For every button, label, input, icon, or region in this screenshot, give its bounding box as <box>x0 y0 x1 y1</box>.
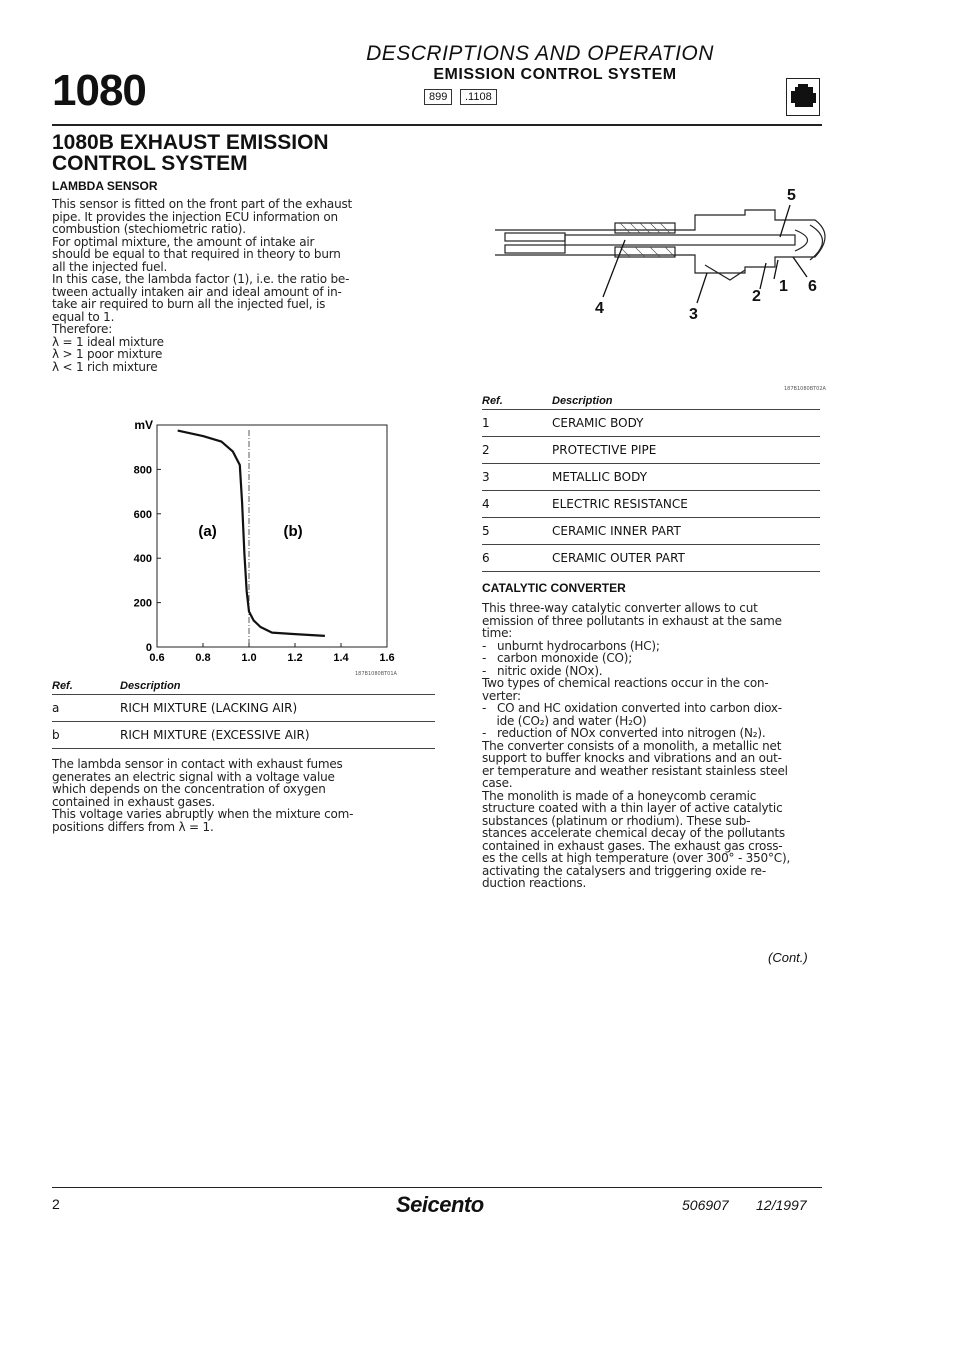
text-line: Two types of chemical reactions occur in the con- <box>482 676 769 690</box>
text-line: duction reactions. <box>482 876 587 890</box>
text-line: er temperature and weather resistant stainless steel <box>482 763 788 778</box>
text-line: The monolith is made of a honeycomb ceramic <box>482 788 757 803</box>
text-line: - CO and HC oxidation converted into carbon diox- <box>482 701 782 715</box>
region-label-b: (b) <box>283 523 303 540</box>
y-tick-label: 800 <box>133 464 152 477</box>
text-line: es the cells at high temperature (over 300° - 350°C), <box>482 851 791 865</box>
lambda-sensor-diagram <box>475 185 835 325</box>
y-tick-label: 0 <box>145 642 152 654</box>
text-line: This sensor is fitted on the front part of the exhaust <box>52 197 353 211</box>
lambda-intro <box>52 198 352 373</box>
text-line: - nitric oxide (NOx). <box>482 663 603 678</box>
row-description: METALLIC BODY <box>552 470 648 484</box>
figure-code: 187B1080BT01A <box>355 671 397 677</box>
table-row <box>52 722 435 749</box>
catalytic-heading: CATALYTIC CONVERTER <box>482 581 626 595</box>
ref-box: .1108 <box>460 89 497 105</box>
text-line: which depends on the concentration of oxygen <box>52 782 326 796</box>
text-line: should be equal to that required in theory to burn <box>52 247 341 261</box>
sensor-label-1: 1 <box>779 278 788 295</box>
sensor-label-4: 4 <box>595 300 604 317</box>
text-line: This voltage varies abruptly when the mixture com- <box>52 807 354 821</box>
brand-logo: Seicento <box>396 1192 484 1217</box>
lambda-outro <box>52 758 353 833</box>
text-line: The converter consists of a monolith, a metallic net <box>482 738 782 753</box>
row-description: RICH MIXTURE (EXCESSIVE AIR) <box>120 728 310 742</box>
text-line: stances accelerate chemical decay of the pollutants <box>482 826 785 840</box>
y-tick-label: 600 <box>133 508 152 521</box>
plot-frame <box>157 425 387 647</box>
text-line: The lambda sensor in contact with exhaust fumes <box>52 757 343 771</box>
row-description: CERAMIC BODY <box>552 416 644 430</box>
catalytic-body <box>482 602 790 890</box>
footer-rule <box>52 1187 822 1188</box>
row-ref: 4 <box>482 497 490 511</box>
text-line: time: <box>482 626 513 640</box>
text-line: pipe. It provides the injection ECU information on <box>52 209 338 224</box>
sensor-label-2: 2 <box>752 288 761 305</box>
text-line: equal to 1. <box>52 309 115 324</box>
row-description: CERAMIC INNER PART <box>552 524 681 538</box>
text-line: generates an electric signal with a voltage value <box>52 769 335 784</box>
text-line: emission of three pollutants in exhaust at the same <box>482 613 782 628</box>
text-line: positions differs from λ = 1. <box>52 819 214 834</box>
table-row <box>482 464 820 491</box>
engine-icon <box>786 78 820 116</box>
row-description: ELECTRIC RESISTANCE <box>552 497 688 511</box>
text-line: combustion (stechiometric ratio). <box>52 222 246 236</box>
text-line: structure coated with a thin layer of active catalytic <box>482 801 783 815</box>
col-ref: Ref. <box>482 395 503 407</box>
row-ref: 2 <box>482 443 490 457</box>
text-line: This three-way catalytic converter allows to cut <box>482 601 758 615</box>
row-description: RICH MIXTURE (LACKING AIR) <box>120 701 298 715</box>
table-row <box>482 491 820 518</box>
text-line: λ < 1 rich mixture <box>52 359 158 374</box>
text-line: - carbon monoxide (CO); <box>482 651 633 665</box>
doc-date: 12/1997 <box>756 1197 807 1213</box>
row-ref: 3 <box>482 470 490 484</box>
row-description: PROTECTIVE PIPE <box>552 443 657 457</box>
text-line: all the injected fuel. <box>52 259 168 274</box>
col-description: Description <box>120 680 181 692</box>
sensor-label-5: 5 <box>787 187 796 204</box>
lambda-heading: LAMBDA SENSOR <box>52 179 158 193</box>
doc-number: 506907 <box>682 1197 729 1213</box>
text-line: tween actually intaken air and ideal amount of in- <box>52 284 342 299</box>
ref-box: 899 <box>424 89 452 105</box>
table-row <box>482 518 820 545</box>
text-line: activating the catalysers and triggering oxide re- <box>482 863 767 878</box>
y-axis-label: mV <box>134 418 153 432</box>
col-ref: Ref. <box>52 680 73 692</box>
x-tick-label: 1.6 <box>379 652 395 664</box>
header-rule <box>52 124 822 126</box>
lambda-table <box>52 680 435 749</box>
text-line: verter: <box>482 688 521 703</box>
y-tick-label: 400 <box>133 553 152 566</box>
text-line: take air required to burn all the injected fuel, is <box>52 297 326 311</box>
header-system: EMISSION CONTROL SYSTEM <box>433 66 677 83</box>
text-line: support to buffer knocks and vibrations and an out- <box>482 751 782 765</box>
text-line: substances (platinum or rhodium). These sub- <box>482 813 751 828</box>
text-line: - reduction of NOx converted into nitrogen (N₂). <box>482 726 766 740</box>
text-line: contained in exhaust gases. <box>52 794 215 809</box>
x-tick-label: 1.2 <box>287 652 303 664</box>
region-label-a: (a) <box>198 523 217 540</box>
y-tick-label: 200 <box>133 597 152 610</box>
table-row <box>482 410 820 437</box>
text-line: In this case, the lambda factor (1), i.e. the ratio be- <box>52 272 350 286</box>
row-ref: 5 <box>482 524 490 538</box>
table-row <box>482 545 820 572</box>
sensor-table <box>482 395 820 572</box>
col-description: Description <box>552 395 613 407</box>
header-category: DESCRIPTIONS AND OPERATION <box>366 42 714 65</box>
row-description: CERAMIC OUTER PART <box>552 551 685 565</box>
text-line: λ = 1 ideal mixture <box>52 334 164 349</box>
page-title: 1080B EXHAUST EMISSION CONTROL SYSTEM <box>52 131 329 175</box>
text-line: ide (CO₂) and water (H₂O) <box>482 713 647 728</box>
table-row <box>52 695 435 722</box>
sensor-label-6: 6 <box>808 278 817 295</box>
sensor-label-3: 3 <box>689 306 698 323</box>
lambda-voltage-chart <box>100 410 400 670</box>
row-ref: a <box>52 701 60 715</box>
x-tick-label: 0.8 <box>195 652 211 664</box>
text-line: λ > 1 poor mixture <box>52 347 163 361</box>
text-line: - unburnt hydrocarbons (HC); <box>482 638 660 653</box>
text-line: case. <box>482 776 513 790</box>
figure-code: 187B1080BT02A <box>784 386 826 392</box>
page-number: 2 <box>52 1196 60 1212</box>
text-line: Therefore: <box>52 322 113 336</box>
row-ref: b <box>52 728 60 742</box>
table-row <box>482 437 820 464</box>
text-line: For optimal mixture, the amount of intake air <box>52 234 315 249</box>
x-tick-label: 1.4 <box>333 652 349 664</box>
x-tick-label: 0.6 <box>149 652 165 664</box>
continued-note: (Cont.) <box>768 950 808 965</box>
row-ref: 1 <box>482 416 490 430</box>
row-ref: 6 <box>482 551 490 565</box>
x-tick-label: 1.0 <box>241 652 257 664</box>
text-line: contained in exhaust gases. The exhaust gas cross- <box>482 838 783 853</box>
section-number: 1080 <box>52 66 146 115</box>
